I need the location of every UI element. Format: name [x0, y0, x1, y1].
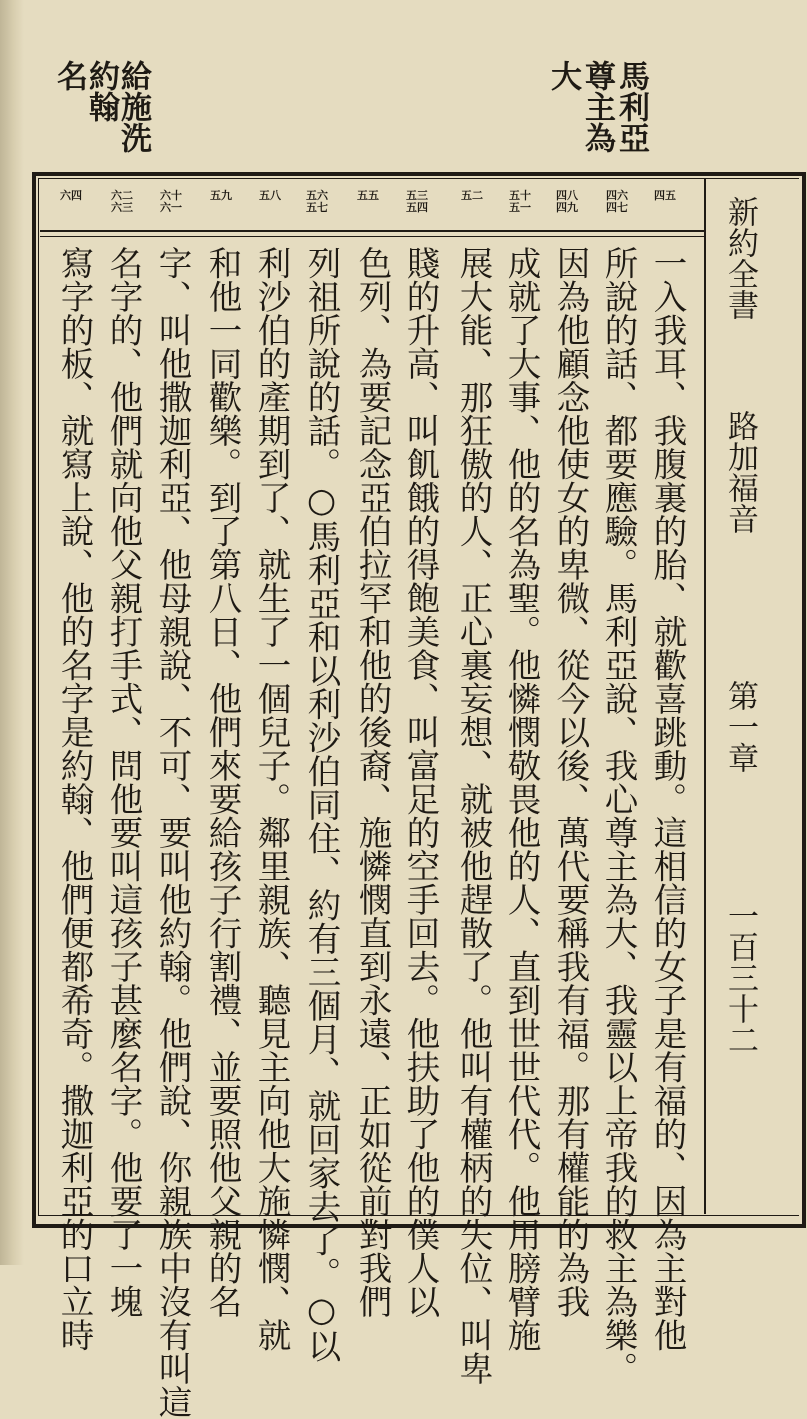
verse-ref: 四八 四九: [556, 189, 578, 214]
margin-heading-left-col3: 名: [51, 60, 87, 91]
gospel-title: 路加福音: [722, 410, 758, 534]
text-column-12: 名字的、他們就向他父親打手式、問他要叫這孩子甚麼名字。他要了一塊: [104, 246, 143, 1318]
verse-ref: 五三 五四: [406, 189, 428, 214]
verse-ref: 四六 四七: [606, 189, 628, 214]
verse-ref: 六十 六一: [160, 189, 182, 214]
side-title-rule: [704, 178, 706, 1214]
chapter-title: 第一章: [722, 680, 758, 773]
verse-ref: 五八: [259, 189, 281, 202]
verse-ref: 五十 五一: [509, 189, 531, 214]
verse-ref-rule: [40, 230, 704, 232]
text-column-10: 和他一同歡樂。到了第八日、他們來要給孩子行割禮、並要照他父親的名: [203, 246, 242, 1318]
verse-ref: 六二 六三: [111, 189, 133, 214]
verse-ref: 五二: [461, 189, 483, 202]
text-column-13: 寫字的板、就寫上說、他的名字是約翰、他們便都希奇。撒迦利亞的口立時: [55, 246, 94, 1352]
page-gutter-shadow: [0, 0, 24, 1265]
verse-ref-rule-inner: [40, 236, 704, 237]
text-column-3: 因為他顧念他使女的卑微、從今以後、萬代要稱我有福。那有權能的為我: [551, 246, 590, 1318]
margin-heading-left-col2: 約翰: [83, 60, 119, 122]
page-number: 一百三十二: [722, 900, 758, 1055]
verse-ref: 五九: [210, 189, 232, 202]
text-column-6: 賤的升高、叫飢餓的得飽美食、叫富足的空手回去。他扶助了他的僕人以: [401, 246, 440, 1318]
verse-ref: 六四: [60, 189, 82, 202]
margin-heading-right-col3: 大: [545, 60, 581, 91]
text-column-4: 成就了大事、他的名為聖。他憐憫敬畏他的人、直到世世代代。他用膀臂施: [502, 246, 541, 1352]
margin-heading-right-col2: 尊主為: [579, 60, 615, 153]
verse-ref: 五五: [357, 189, 379, 202]
verse-ref: 四五: [654, 189, 676, 202]
book-title: 新約全書: [722, 196, 758, 320]
text-column-7: 色列、為要記念亞伯拉罕和他的後裔、施憐憫直到永遠、正如從前對我們: [353, 246, 392, 1318]
verse-ref: 五六 五七: [306, 189, 328, 214]
margin-heading-left-col1: 給施洗: [115, 60, 151, 153]
text-column-8: 列祖所說的話。○馬利亞和以利沙伯同住、約有三個月、就回家去了。○以: [302, 246, 341, 1363]
text-column-2: 所說的話、都要應驗。馬利亞說、我心尊主為大、我靈以上帝我的救主為樂。: [599, 246, 638, 1385]
text-column-5: 展大能、那狂傲的人、正心裏妄想、就被他趕散了。他叫有權柄的失位、叫卑: [454, 246, 493, 1385]
margin-heading-right-col1: 馬利亞: [613, 60, 649, 153]
text-column-11: 字、叫他撒迦利亞、他母親說、不可、要叫他約翰。他們說、你親族中沒有叫這: [153, 246, 192, 1419]
text-column-1: 一入我耳、我腹裏的胎、就歡喜跳動。這相信的女子是有福的、因為主對他: [648, 246, 687, 1352]
text-column-9: 利沙伯的產期到了、就生了一個兒子。鄰里親族、聽見主向他大施憐憫、就: [252, 246, 291, 1352]
